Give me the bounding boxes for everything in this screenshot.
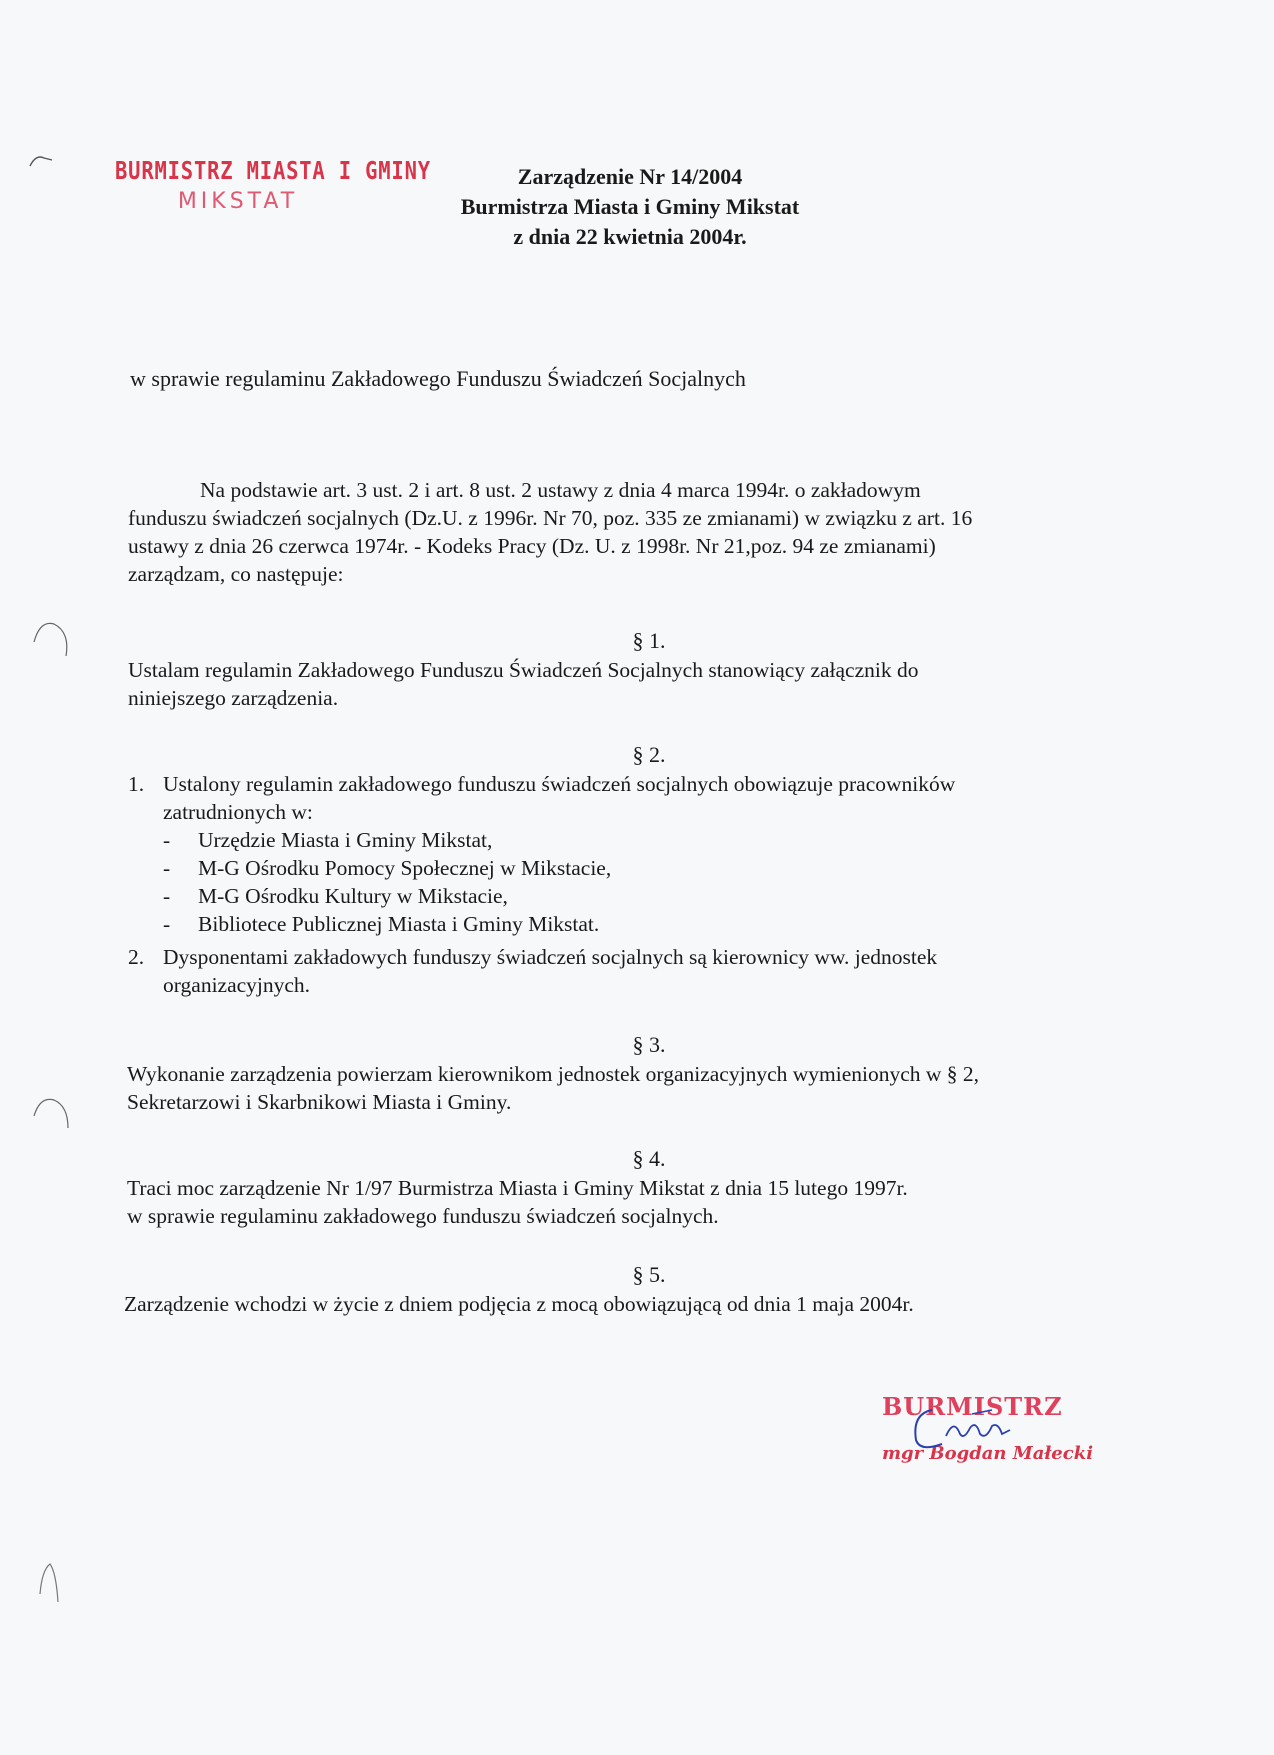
intro-line-4: zarządzam, co następuje: xyxy=(128,562,344,586)
section-2-item-2-number: 2. xyxy=(128,945,145,969)
signatory-name: mgr Bogdan Małecki xyxy=(882,1443,1094,1464)
section-5-line-1: Zarządzenie wchodzi w życie z dniem podjęcia z mocą obowiązującą od dnia 1 maja 2004r. xyxy=(124,1292,914,1316)
section-1-line-2: niniejszego zarządzenia. xyxy=(128,686,339,710)
document-subject: w sprawie regulaminu Zakładowego Funduszu Świadczeń Socjalnych xyxy=(130,366,746,391)
section-2-item-1 xyxy=(163,770,1123,826)
section-5-body xyxy=(124,1290,1124,1318)
section-4-heading: § 4. xyxy=(632,1146,666,1171)
unit-list-item: M-G Ośrodku Pomocy Społecznej w Mikstacie, xyxy=(198,856,612,880)
intro-line-3: ustawy z dnia 26 czerwca 1974r. - Kodeks Pracy (Dz. U. z 1998r. Nr 21,poz. 94 ze zmianami) xyxy=(128,534,936,558)
dash-2: - xyxy=(163,856,171,880)
unit-list-item: M-G Ośrodku Kultury w Mikstacie, xyxy=(198,884,508,908)
section-1-line-1: Ustalam regulamin Zakładowego Funduszu Świadczeń Socjalnych stanowiący załącznik do xyxy=(128,658,919,682)
section-5-heading: § 5. xyxy=(632,1262,666,1287)
section-2-heading: § 2. xyxy=(632,742,666,767)
section-2-item-1-line-2: zatrudnionych w: xyxy=(163,800,313,824)
dash-3: - xyxy=(163,884,171,908)
punch-mark-3 xyxy=(30,1088,80,1138)
section-3-line-1: Wykonanie zarządzenia powierzam kierownikom jednostek organizacyjnych wymienionych w § 2, xyxy=(127,1062,980,1086)
section-1-heading: § 1. xyxy=(632,628,666,653)
document-header xyxy=(400,162,860,252)
stamp-line-1: BURMISTRZ MIASTA I GMINY xyxy=(115,156,431,185)
section-2-item-2 xyxy=(163,943,1123,999)
dash-1: - xyxy=(163,828,171,852)
intro-line-1: Na podstawie art. 3 ust. 2 i art. 8 ust. 2 ustawy z dnia 4 marca 1994r. o zakładowym xyxy=(200,478,921,502)
header-issuer: Burmistrza Miasta i Gminy Mikstat xyxy=(460,194,800,219)
section-3-body xyxy=(127,1060,1127,1116)
unit-list-item: Bibliotece Publicznej Miasta i Gminy Mikstat. xyxy=(198,912,600,936)
section-4-line-1: Traci moc zarządzenie Nr 1/97 Burmistrza Miasta i Gminy Mikstat z dnia 15 lutego 1997r. xyxy=(127,1176,908,1200)
section-3-line-2: Sekretarzowi i Skarbnikowi Miasta i Gminy. xyxy=(127,1090,512,1114)
section-1-body xyxy=(128,656,1128,712)
punch-mark-4 xyxy=(30,1550,80,1610)
section-4-line-2: w sprawie regulaminu zakładowego funduszu świadczeń socjalnych. xyxy=(127,1204,719,1228)
legal-basis-paragraph xyxy=(128,476,1128,588)
signature-title: BURMISTRZ xyxy=(882,1392,1063,1421)
section-2-item-2-line-1: Dysponentami zakładowych funduszy świadczeń socjalnych są kierownicy ww. jednostek xyxy=(163,945,938,969)
punch-mark-1 xyxy=(28,150,58,170)
header-title: Zarządzenie Nr 14/2004 xyxy=(517,164,743,189)
section-4-body xyxy=(127,1174,1127,1230)
stamp-line-2: MIKSTAT xyxy=(177,189,299,214)
header-date: z dnia 22 kwietnia 2004r. xyxy=(513,224,747,249)
intro-line-2: funduszu świadczeń socjalnych (Dz.U. z 1996r. Nr 70, poz. 335 ze zmianami) w związku z art. 16 xyxy=(128,506,973,530)
handwritten-signature xyxy=(902,1400,1072,1460)
dash-4: - xyxy=(163,912,171,936)
section-2-item-1-line-1: Ustalony regulamin zakładowego funduszu świadczeń socjalnych obowiązuje pracowników xyxy=(163,772,956,796)
section-3-heading: § 3. xyxy=(632,1032,666,1057)
section-2-item-1-number: 1. xyxy=(128,772,145,796)
office-stamp xyxy=(88,156,431,214)
section-2-item-2-line-2: organizacyjnych. xyxy=(163,973,311,997)
unit-list-item: Urzędzie Miasta i Gminy Mikstat, xyxy=(198,828,493,852)
signature-block xyxy=(882,1392,1122,1464)
